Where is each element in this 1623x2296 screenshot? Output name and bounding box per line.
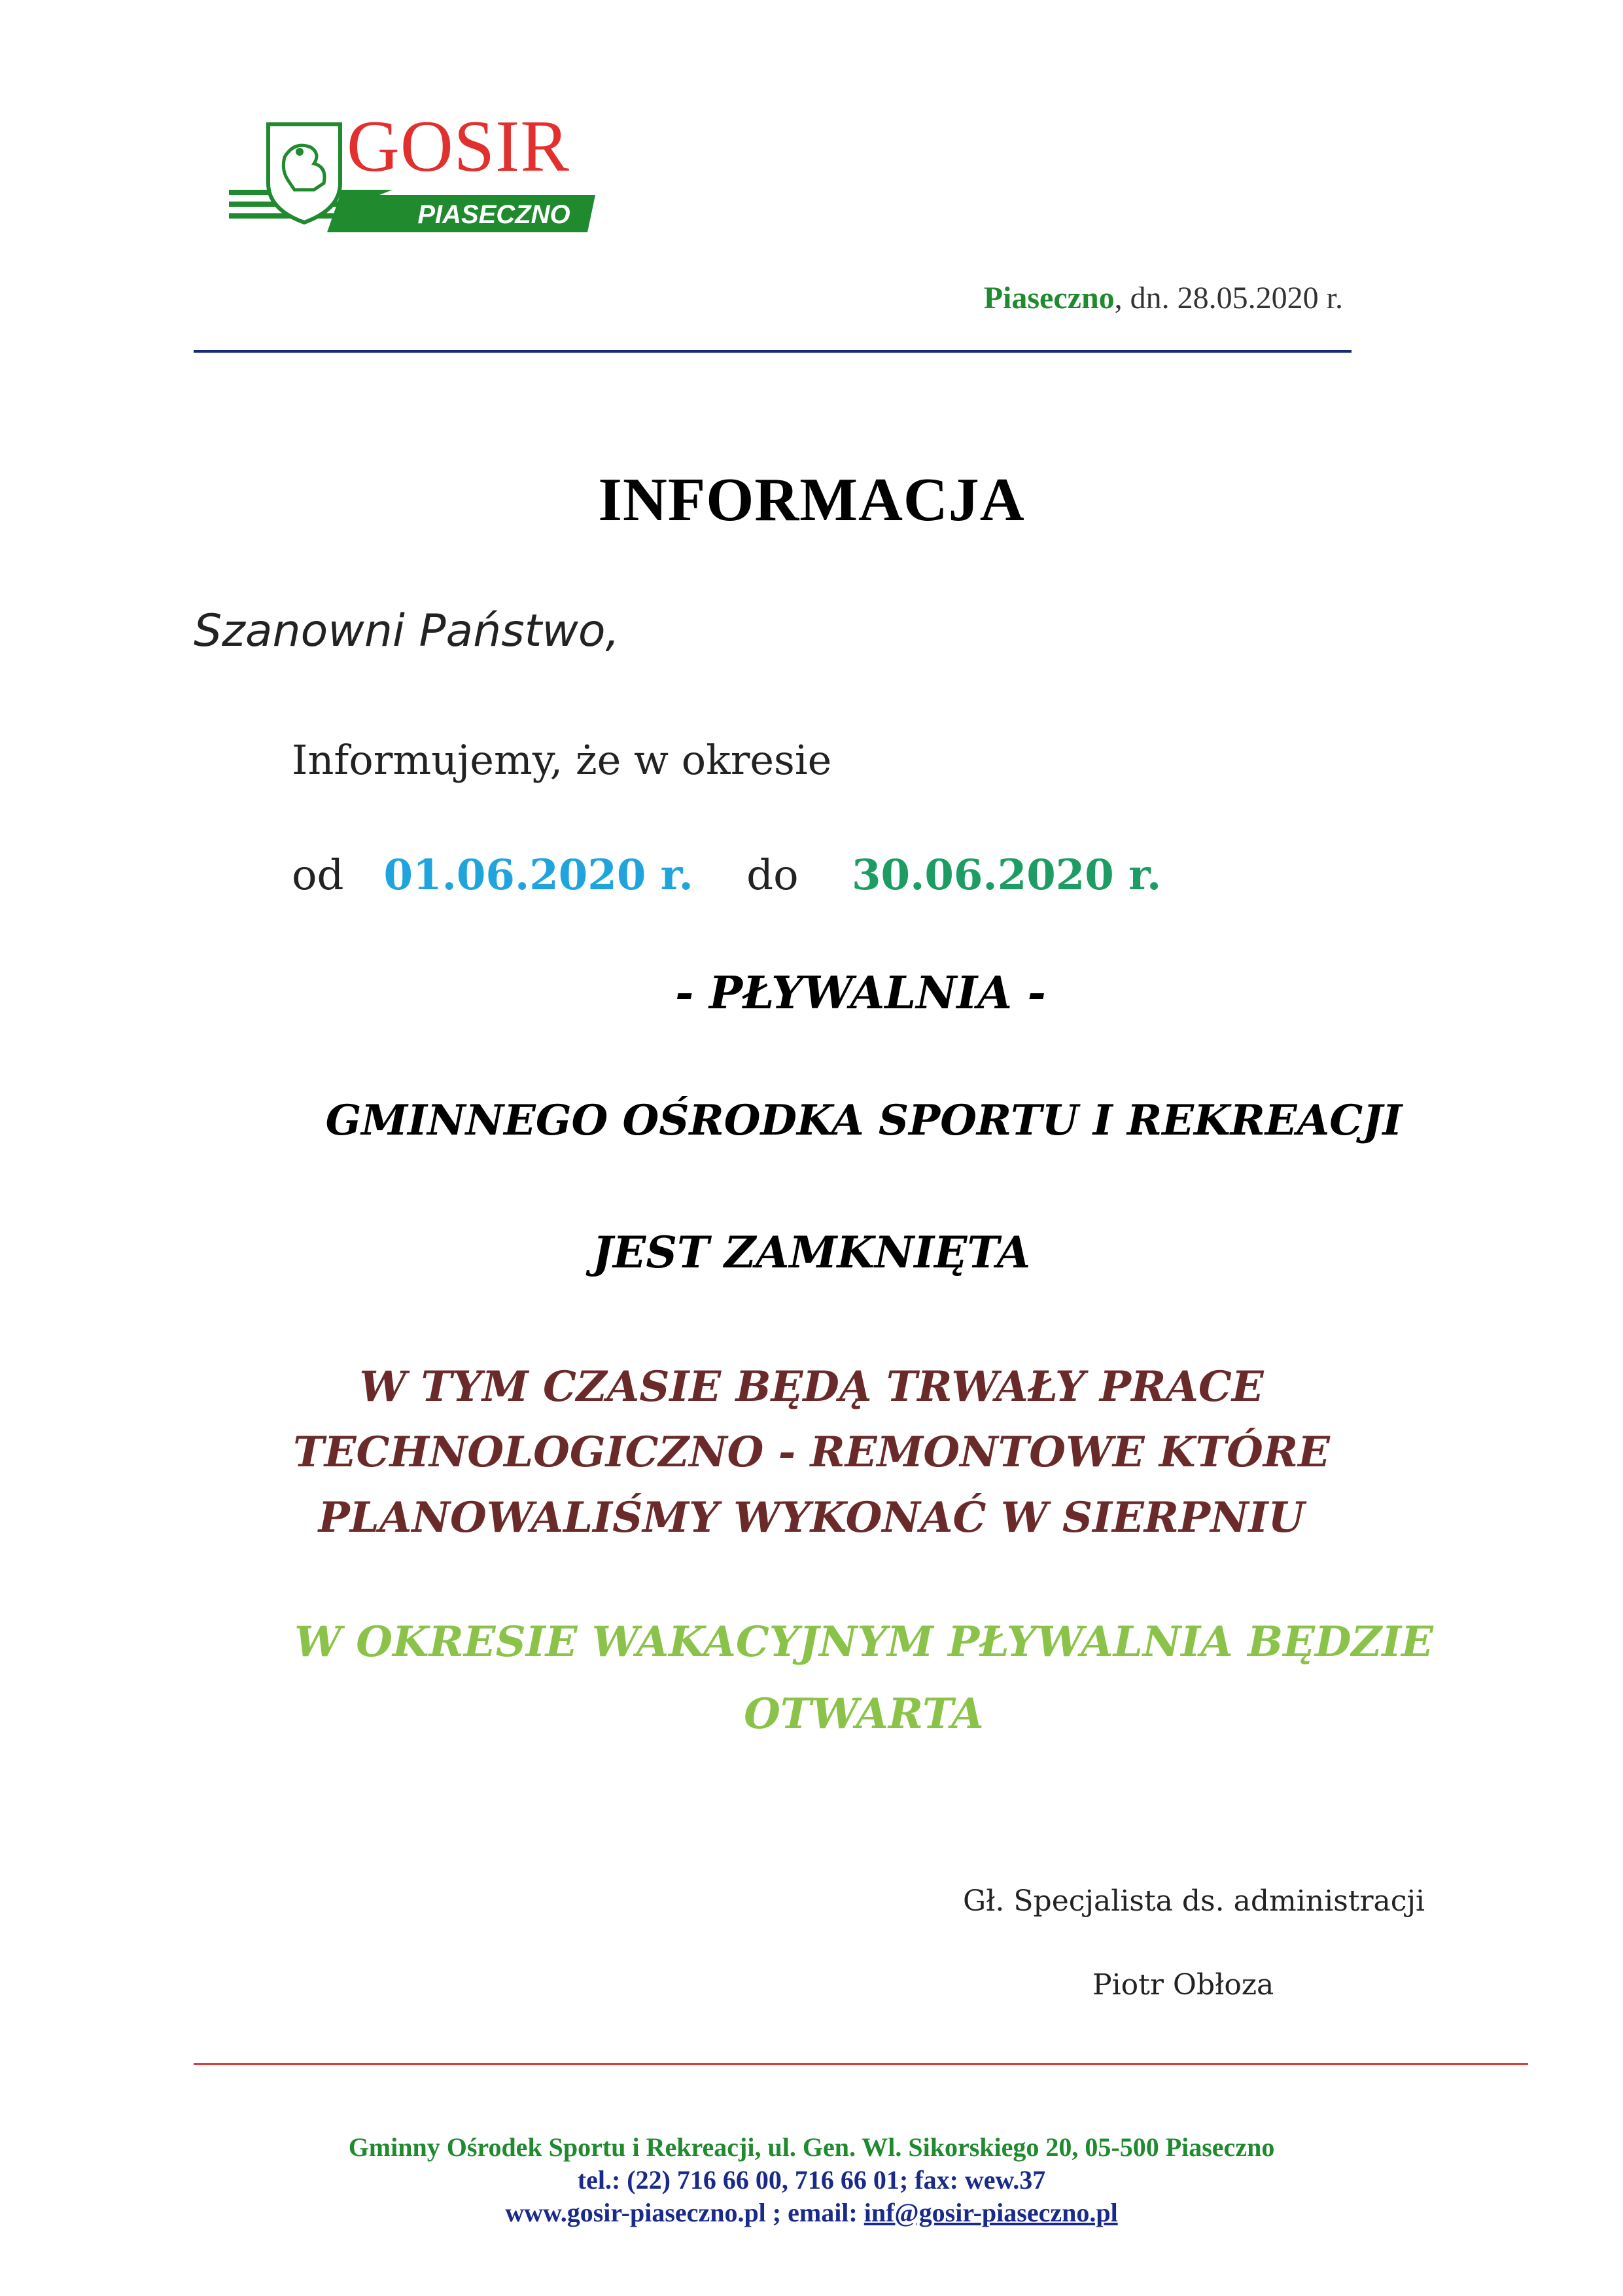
document-date [984,280,1343,316]
logo-title: GOSIR [347,106,570,187]
summer-line: W OKRESIE WAKACYJNYM PŁYWALNIA BĘDZIE [294,1617,1433,1667]
summer-line: OTWARTA [744,1689,984,1739]
date-place: Piaseczno [983,281,1115,315]
footer-phone: tel.: (22) 716 66 00, 716 66 01; fax: wew.37 [577,2165,1046,2195]
signature-title: Gł. Specjalista ds. administracji [963,1884,1425,1918]
footer-address: Gminny Ośrodek Sportu i Rekreacji, ul. Gen. Wl. Sikorskiego 20, 05-500 Piaseczno [348,2132,1275,2162]
closure-status: JEST ZAMKNIĘTA [592,1227,1031,1278]
summer-notice [0,1606,1623,1750]
footer-contact [0,2197,1623,2228]
organization-name: GMINNEGO OŚRODKA SPORTU I REKREACJI [325,1096,1403,1145]
works-line: PLANOWALIŚMY WYKONAĆ W SIERPNIU [318,1493,1305,1542]
intro-text: Informujemy, że w okresie [292,736,832,784]
footer-divider [194,2063,1528,2065]
to-date: 30.06.2020 r. [852,851,1162,900]
logo-subtitle: PIASECZNO [417,200,570,229]
date-value: , dn. 28.05.2020 r. [1114,281,1343,315]
footer-web: www.gosir-piaseczno.pl ; email: [505,2198,864,2227]
works-notice [0,1354,1623,1551]
facility-name: - PŁYWALNIA - [675,967,1046,1019]
works-line: W TYM CZASIE BĘDĄ TRWAŁY PRACE [359,1362,1264,1411]
page-title: INFORMACJA [598,466,1025,534]
to-word: do [746,851,799,900]
from-date: 01.06.2020 r. [383,851,693,900]
header-divider [194,350,1352,353]
email-link[interactable]: inf@gosir-piaseczno.pl [864,2198,1118,2227]
greeting: Szanowni Państwo, [194,605,620,657]
date-range [292,851,1161,900]
signature-name: Piotr Obłoza [1092,1968,1274,2002]
from-word: od [292,851,344,900]
works-line: TECHNOLOGICZNO - REMONTOWE KTÓRE [293,1428,1330,1477]
